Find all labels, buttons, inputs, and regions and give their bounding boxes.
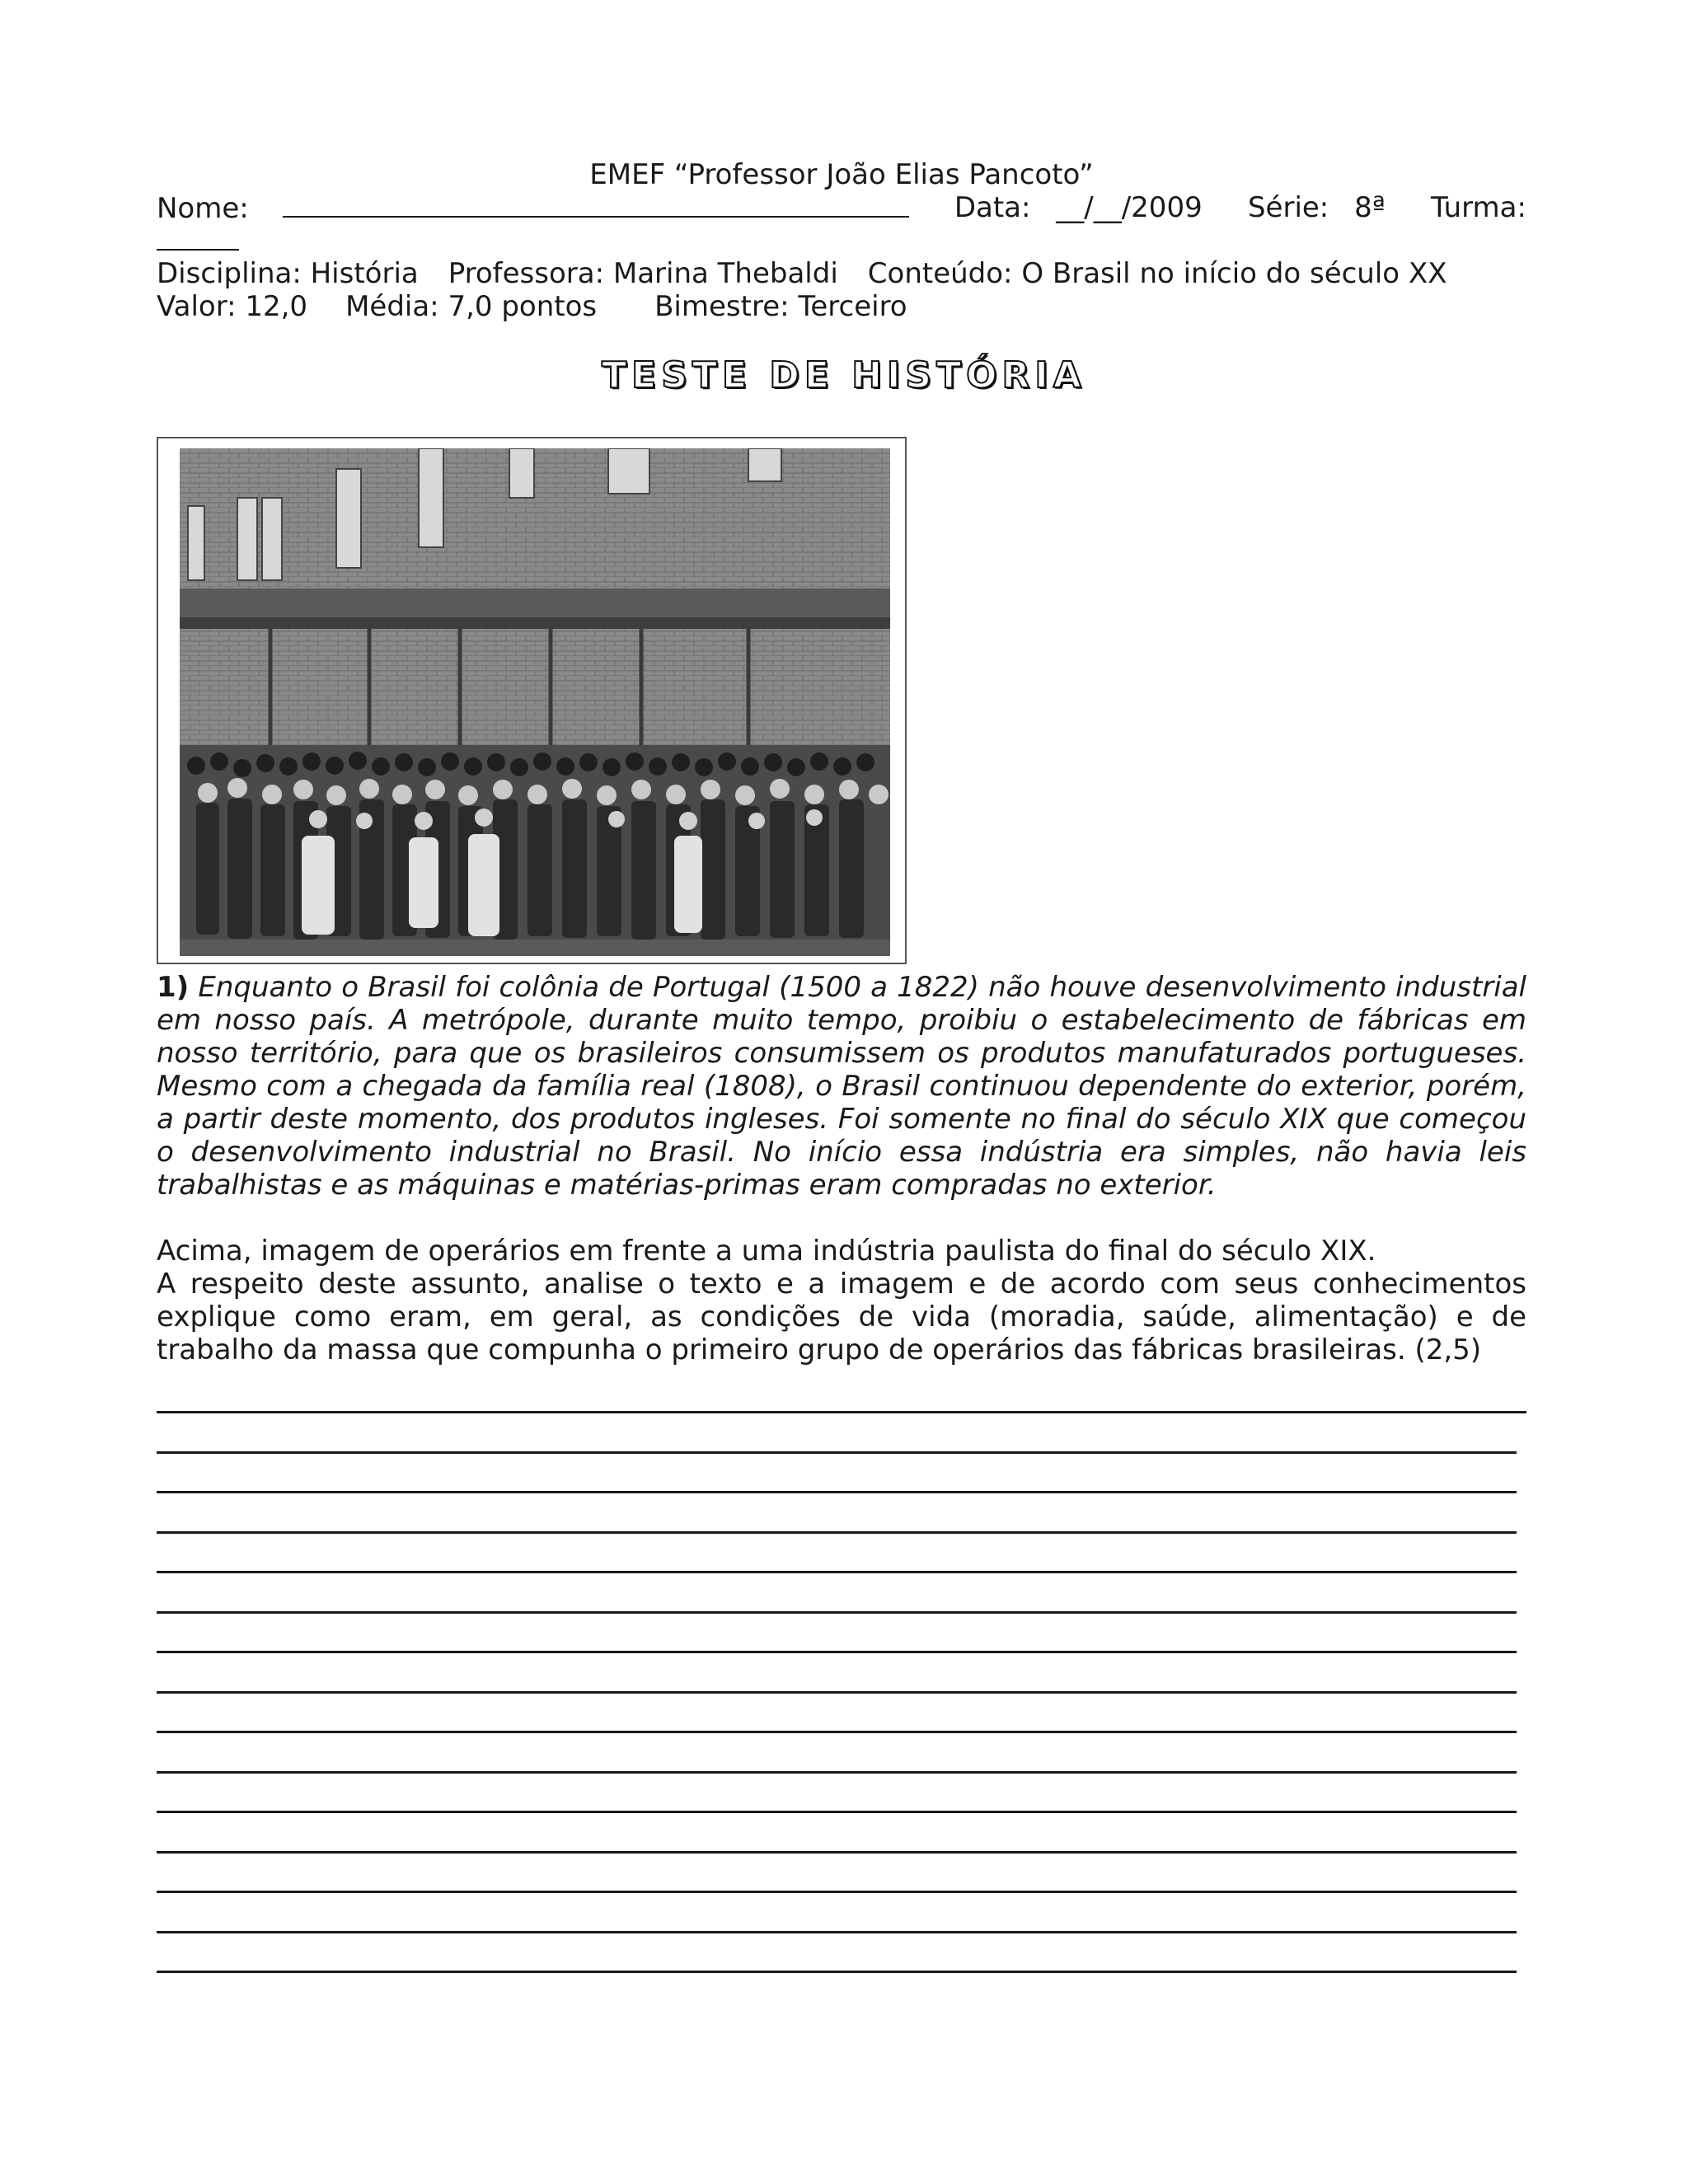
course-info-row <box>157 257 1526 290</box>
bimestre: Bimestre: Terceiro <box>654 290 907 323</box>
answer-line[interactable] <box>157 1771 1517 1774</box>
answer-line[interactable] <box>157 1531 1517 1534</box>
serie-label: Série: <box>1247 191 1329 224</box>
question-prompt: A respeito deste assunto, analise o texto e a imagem e de acordo com seus conhecimentos explique como eram, em geral, as condições de vida (moradia, saúde, alimentação) e de trabalho da massa que compunha o primeiro grupo de operários das fábricas brasileiras. (2,5) <box>157 1268 1526 1366</box>
school-name: EMEF “Professor João Elias Pancoto” <box>589 158 1094 191</box>
serie-value: 8ª <box>1354 191 1386 224</box>
date-label: Data: <box>954 191 1031 224</box>
answer-line[interactable] <box>157 1971 1517 1973</box>
answer-line[interactable] <box>157 1931 1517 1933</box>
professora: Professora: Marina Thebaldi <box>448 257 838 290</box>
photo-frame <box>157 437 907 964</box>
answer-line[interactable] <box>157 1571 1517 1573</box>
valor: Valor: 12,0 <box>157 290 308 323</box>
workers-factory-photo <box>180 448 890 956</box>
answer-line[interactable] <box>157 1731 1517 1733</box>
date-group <box>954 191 1203 225</box>
answer-line[interactable] <box>157 1851 1517 1854</box>
question-1-text <box>157 971 1526 1202</box>
answer-line[interactable] <box>157 1451 1517 1454</box>
answer-line[interactable] <box>157 1691 1517 1694</box>
student-info-row <box>157 191 1526 225</box>
answer-line[interactable] <box>157 1611 1517 1614</box>
date-value[interactable]: __/__/2009 <box>1056 191 1203 224</box>
turma-label: Turma: <box>1431 191 1526 224</box>
turma-blank[interactable] <box>157 224 239 251</box>
answer-line[interactable] <box>157 1411 1526 1413</box>
answer-line[interactable] <box>157 1651 1517 1653</box>
name-group <box>157 191 909 225</box>
photo-caption: Acima, imagem de operários em frente a uma indústria paulista do final do século XIX. <box>157 1235 1376 1268</box>
test-title: TESTE DE HISTÓRIA <box>602 354 1086 396</box>
question-passage: Enquanto o Brasil foi colônia de Portugal (1500 a 1822) não houve desenvolvimento industrial em nosso país. A metrópole, durante muito tempo, proibiu o estabelecimento de fábricas em nosso território, para que os brasileiros consumissem os produtos manufaturados portugueses. Mesmo com a chegada da família real (1808), o Brasil continuou dependente do exterior, porém, a partir deste momento, dos produtos ingleses. Foi somente no final do século XIX que começou o desenvolvimento industrial no Brasil. No início essa indústria era simples, não havia leis trabalhistas e as máquinas e matérias-primas eram compradas no exterior. <box>157 971 1526 1202</box>
serie-group <box>1248 191 1386 225</box>
answer-line[interactable] <box>157 1491 1517 1493</box>
name-blank[interactable] <box>283 191 909 218</box>
question-number: 1) <box>157 971 190 1004</box>
name-label: Nome: <box>157 192 249 225</box>
disciplina: Disciplina: História <box>157 257 419 290</box>
answer-line[interactable] <box>157 1811 1517 1813</box>
media: Média: 7,0 pontos <box>345 290 598 323</box>
conteudo: Conteúdo: O Brasil no início do século XX <box>867 257 1447 290</box>
answer-line[interactable] <box>157 1891 1517 1893</box>
turma-blank-row <box>157 224 1526 258</box>
grading-info-row <box>157 290 1526 323</box>
